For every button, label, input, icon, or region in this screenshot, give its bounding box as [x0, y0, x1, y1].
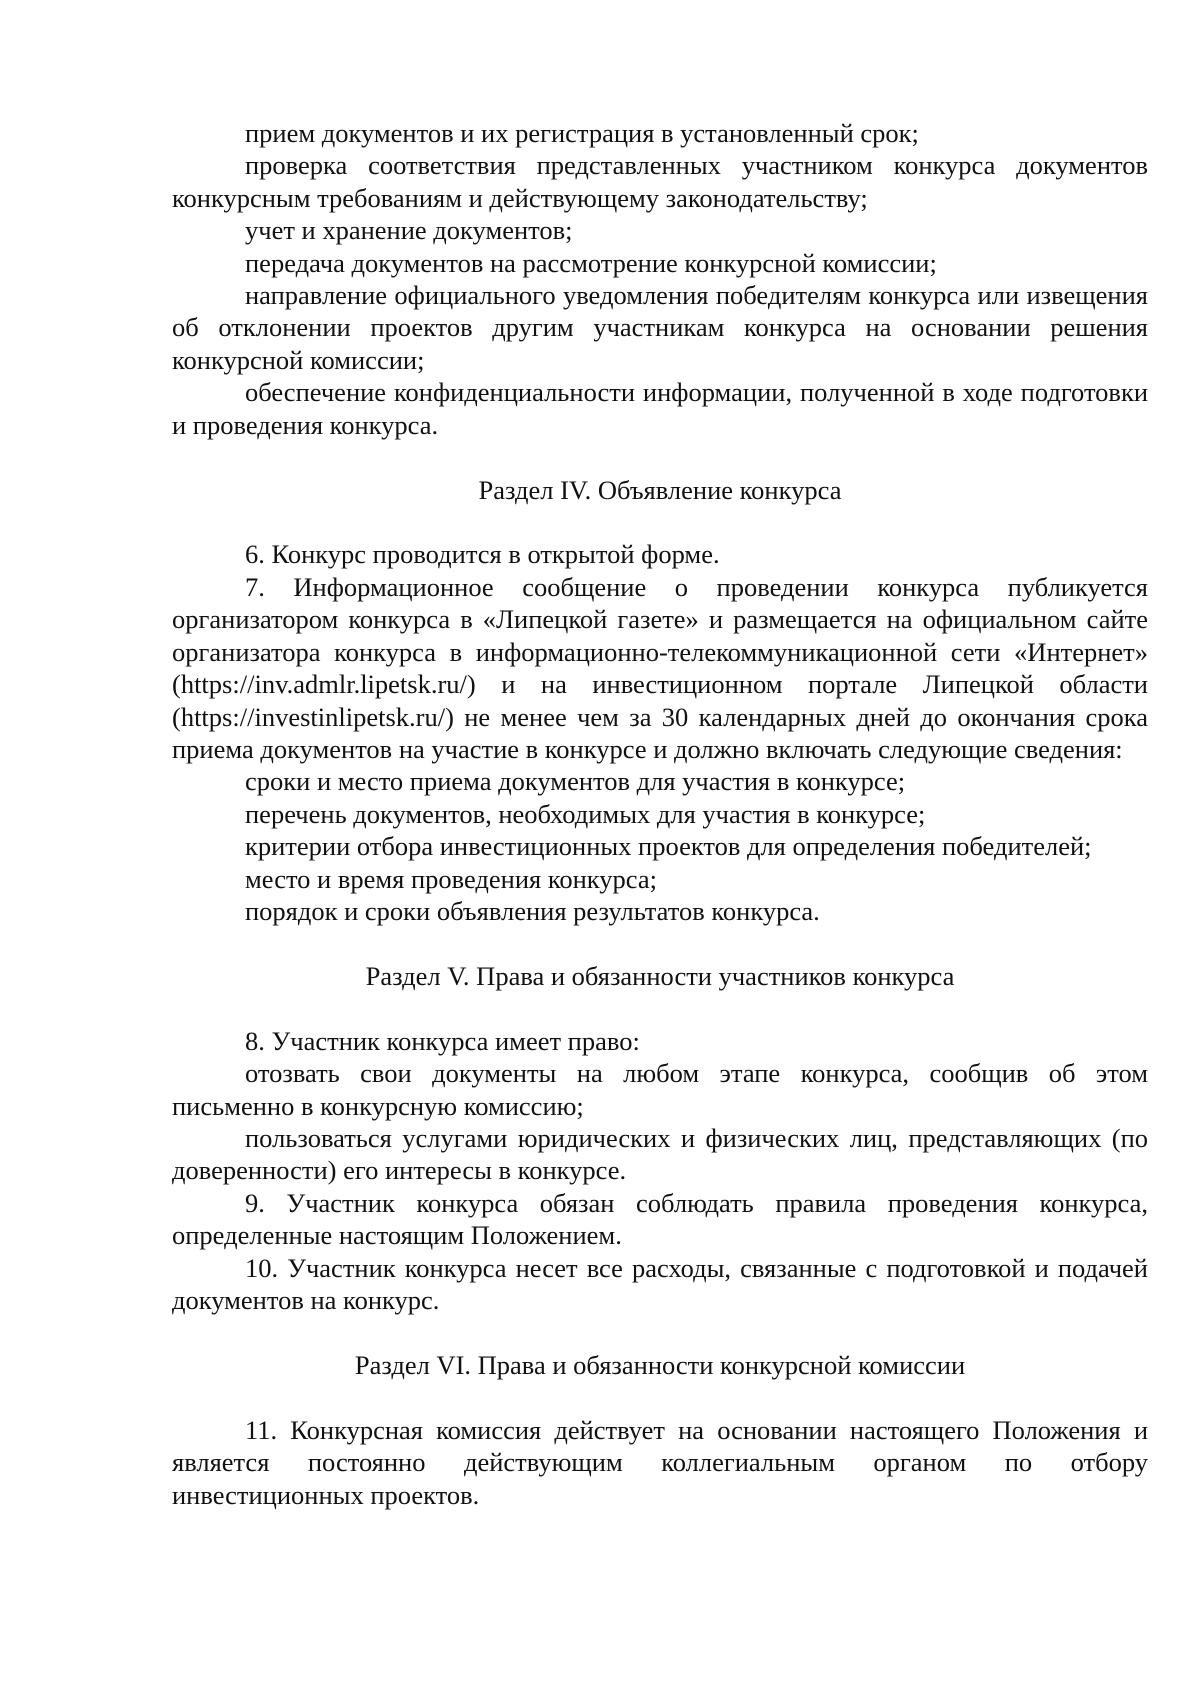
intro-item-confidentiality: обеспечение конфиденциальности информации, полученной в ходе подготовки и проведения конкурса.: [172, 377, 1148, 440]
clause-7-item-results: порядок и сроки объявления результатов конкурса.: [245, 895, 820, 926]
clause-7-item-place-time: место и время проведения конкурса;: [245, 863, 658, 894]
clause-8: 8. Участник конкурса имеет право:: [245, 1025, 640, 1056]
clause-7-item-deadlines: сроки и место приема документов для участия в конкурсе;: [245, 766, 906, 797]
clause-6: 6. Конкурс проводится в открытой форме.: [245, 539, 720, 570]
intro-item-reception: прием документов и их регистрация в установленный срок;: [245, 118, 919, 148]
intro-item-notification: направление официального уведомления победителям конкурса или извещения об отклонении проектов другим участникам конкурса на основании решения конкурсной комиссии;: [172, 280, 1148, 375]
intro-item-verification: проверка соответствия представленных участником конкурса документов конкурсным требованиям и действующему законодательству;: [172, 150, 1148, 213]
intro-item-storage: учет и хранение документов;: [245, 215, 573, 246]
clause-7: 7. Информационное сообщение о проведении конкурса публикуется организатором конкурса в «Липецкой газете» и размещается на официальном сайте организатора конкурса в информационно-телекоммуникационной сети «Интернет» (https://inv.admlr.lipetsk.ru/) и на инвестиционном портале Липецкой области (https://investinlipetsk.ru/) не менее чем за 30 календарных дней до окончания срока приема документов на участие в конкурсе и должно включать следующие сведения:: [172, 571, 1148, 764]
clause-7-item-criteria: критерии отбора инвестиционных проектов для определения победителей;: [245, 831, 1092, 862]
section-5-title: Раздел V. Права и обязанности участников конкурса: [365, 960, 955, 991]
clause-11: 11. Конкурсная комиссия действует на основании настоящего Положения и является постоянно действующим коллегиальным органом по отбору инвестиционных проектов.: [172, 1414, 1148, 1510]
section-6-title: Раздел VI. Права и обязанности конкурсной комиссии: [354, 1349, 966, 1380]
document-body: [172, 117, 1148, 1511]
clause-8-item-representation: пользоваться услугами юридических и физических лиц, представляющих (по доверенности) его интересы в конкурсе.: [172, 1122, 1148, 1186]
section-4-title: Раздел IV. Объявление конкурса: [478, 474, 842, 505]
clause-8-item-withdraw: отозвать свои документы на любом этапе конкурса, сообщив об этом письменно в конкурсную комиссию;: [172, 1058, 1148, 1121]
clause-7-item-documents: перечень документов, необходимых для участия в конкурсе;: [245, 798, 926, 829]
intro-item-transfer: передача документов на рассмотрение конкурсной комиссии;: [245, 247, 937, 278]
clause-10: 10. Участник конкурса несет все расходы, связанные с подготовкой и подачей документов на конкурс.: [172, 1252, 1148, 1315]
clause-9: 9. Участник конкурса обязан соблюдать правила проведения конкурса, определенные настоящим Положением.: [172, 1187, 1148, 1251]
